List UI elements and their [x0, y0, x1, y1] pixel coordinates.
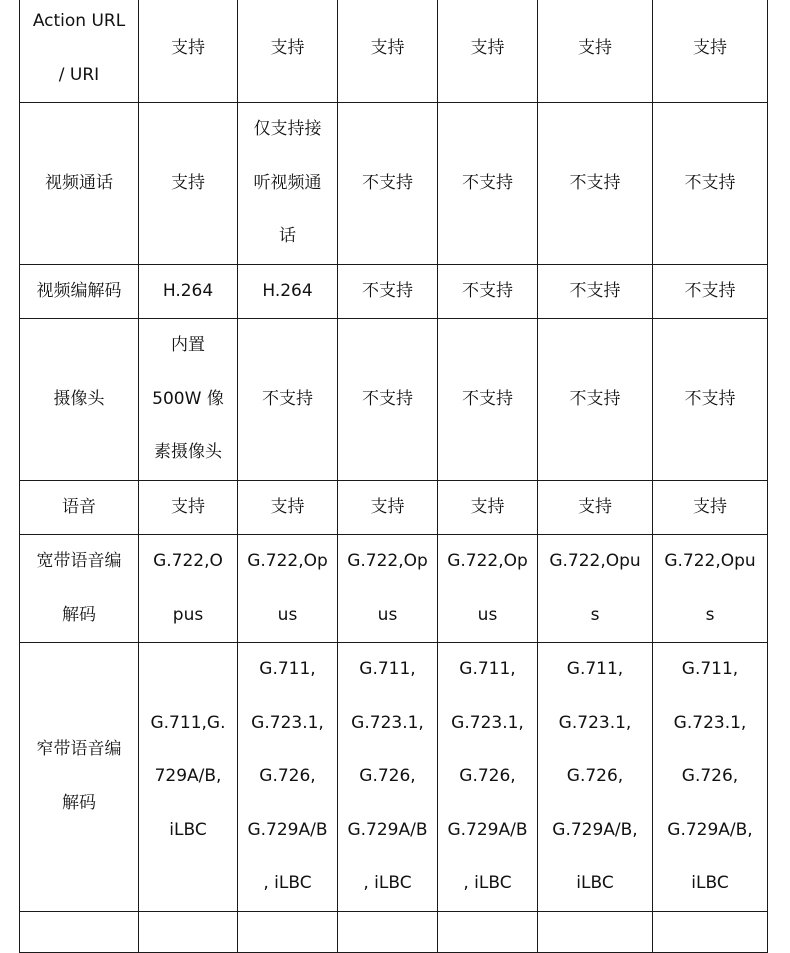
row-label-line: 宽带语音编 [36, 551, 122, 571]
cell-line: 不支持 [569, 388, 621, 409]
table-cell [139, 264, 238, 319]
row-label-line: 摄像头 [53, 388, 105, 409]
table-cell [653, 911, 768, 952]
table-cell [538, 480, 653, 535]
table-cell [653, 103, 768, 265]
cell-line: 729A/B, [154, 766, 222, 786]
table-cell [139, 643, 238, 912]
cell-line: 支持 [470, 496, 505, 517]
table-cell [438, 643, 538, 912]
cell-line: 支持 [370, 37, 405, 58]
cell-line: G.723.1, [451, 712, 524, 733]
cell-line: 不支持 [362, 280, 413, 301]
table-cell [438, 264, 538, 319]
cell-line: 听视频通 [253, 172, 322, 193]
cell-line: G.722,Op [247, 551, 328, 571]
cell-line: 不支持 [262, 388, 313, 409]
table-cell [438, 480, 538, 535]
table-cell [338, 643, 438, 912]
cell-line: G.726, [259, 766, 316, 786]
cell-line: G.711, [566, 659, 624, 679]
cell-line: iLBC [169, 819, 207, 840]
table-row [20, 480, 768, 535]
table-cell [538, 643, 653, 912]
cell-line: , iLBC [263, 873, 312, 893]
cell-line: 不支持 [684, 388, 736, 409]
row-label-line: 语音 [62, 496, 96, 517]
row-label-cell [20, 103, 139, 265]
cell-line: 支持 [370, 496, 405, 517]
table-cell [238, 480, 338, 535]
row-label-line: 解码 [62, 604, 96, 625]
cell-line: G.711, [459, 659, 516, 679]
cell-line: 不支持 [684, 172, 736, 193]
cell-line: G.726, [459, 766, 516, 786]
row-label-line: 视频通话 [45, 172, 113, 193]
table-cell [538, 319, 653, 481]
cell-line: 不支持 [362, 172, 413, 193]
table-cell [538, 911, 653, 952]
table-cell [338, 264, 438, 319]
table-cell [653, 643, 768, 912]
cell-line: 不支持 [362, 388, 413, 409]
row-label-cell [20, 319, 139, 481]
table-cell [438, 911, 538, 952]
table-cell [139, 319, 238, 481]
table-cell [653, 264, 768, 319]
table-row [20, 103, 768, 265]
row-label-line: / URI [58, 64, 100, 85]
table-cell [238, 643, 338, 912]
cell-line: 500W 像 [152, 388, 224, 409]
cell-line: G.711, [359, 659, 416, 679]
cell-line: G.722,Opu [549, 551, 641, 571]
table-cell [139, 911, 238, 952]
cell-line: G.723.1, [251, 712, 324, 733]
cell-line: 话 [279, 226, 296, 246]
table-row [20, 264, 768, 319]
row-label-line: 视频编解码 [36, 280, 122, 301]
row-label-cell [20, 264, 139, 319]
cell-line: 支持 [171, 37, 205, 58]
cell-line: G.729A/B [247, 819, 328, 840]
cell-line: 支持 [693, 37, 727, 58]
table-cell [139, 535, 238, 643]
cell-line: 支持 [470, 37, 505, 58]
cell-line: 不支持 [462, 388, 513, 409]
cell-line: G.726, [359, 766, 416, 786]
cell-line: G.722,Op [347, 551, 428, 571]
table-cell [438, 103, 538, 265]
table-cell [538, 103, 653, 265]
cell-line: 不支持 [684, 280, 736, 301]
cell-line: s [590, 604, 600, 625]
cell-line: G.726, [681, 766, 739, 786]
table-cell [238, 264, 338, 319]
table-cell [238, 0, 338, 103]
table-cell [538, 264, 653, 319]
table-cell [139, 0, 238, 103]
cell-line: G.729A/B [347, 819, 428, 840]
table-cell [238, 319, 338, 481]
table-cell [238, 911, 338, 952]
cell-line: 仅支持接 [253, 119, 322, 139]
cell-line: , iLBC [363, 873, 412, 893]
table-cell [438, 319, 538, 481]
table-cell [338, 319, 438, 481]
cell-line: iLBC [691, 873, 729, 893]
cell-line: pus [172, 604, 204, 625]
spec-comparison-table [19, 0, 768, 953]
cell-line: 支持 [270, 37, 305, 58]
cell-line: G.723.1, [351, 712, 424, 733]
cell-line: 不支持 [569, 280, 621, 301]
cell-line: us [377, 604, 398, 625]
cell-line: 不支持 [569, 172, 621, 193]
table-row [20, 0, 768, 103]
table-cell [653, 535, 768, 643]
cell-line: 不支持 [462, 172, 513, 193]
cell-line: 支持 [171, 496, 205, 517]
row-label-cell [20, 480, 139, 535]
row-label-line: 解码 [62, 792, 96, 813]
table-cell [538, 0, 653, 103]
table-cell [338, 0, 438, 103]
cell-line: us [277, 604, 298, 625]
table-cell [653, 319, 768, 481]
row-label-line: 窄带语音编 [36, 739, 122, 760]
table-cell [338, 911, 438, 952]
table-row [20, 535, 768, 643]
cell-line: G.711,G. [150, 712, 226, 733]
table-cell [20, 911, 139, 952]
cell-line: 不支持 [462, 280, 513, 301]
cell-line: G.726, [566, 766, 624, 786]
cell-line: , iLBC [463, 873, 512, 893]
table-cell [338, 535, 438, 643]
cell-line: 支持 [171, 172, 205, 193]
cell-line: 支持 [578, 496, 612, 517]
table-cell [653, 480, 768, 535]
table-cell [238, 535, 338, 643]
table-cell [438, 0, 538, 103]
cell-line: G.711, [259, 659, 316, 679]
table-row [20, 911, 768, 952]
cell-line: G.711, [681, 659, 739, 679]
cell-line: 支持 [578, 37, 612, 58]
cell-line: 支持 [270, 496, 305, 517]
cell-line: us [477, 604, 498, 625]
row-label-cell [20, 535, 139, 643]
table-cell [538, 535, 653, 643]
table-cell [238, 103, 338, 265]
cell-line: 支持 [693, 496, 727, 517]
cell-line: s [705, 604, 715, 625]
spec-table-body [20, 0, 768, 952]
cell-line: H.264 [262, 280, 313, 301]
cell-line: G.729A/B [447, 819, 528, 840]
table-cell [139, 480, 238, 535]
cell-line: iLBC [576, 873, 614, 893]
table-cell [338, 103, 438, 265]
table-cell [139, 103, 238, 265]
cell-line: 素摄像头 [154, 442, 222, 462]
cell-line: G.722,Opu [664, 551, 756, 571]
row-label-cell [20, 0, 139, 103]
table-cell [438, 535, 538, 643]
table-cell [338, 480, 438, 535]
table-cell [653, 0, 768, 103]
table-row [20, 319, 768, 481]
table-row [20, 643, 768, 912]
cell-line: 内置 [171, 335, 205, 355]
cell-line: H.264 [162, 280, 214, 301]
cell-line: G.729A/B, [552, 819, 638, 840]
row-label-line: Action URL [32, 11, 126, 31]
cell-line: G.722,Op [447, 551, 528, 571]
row-label-cell [20, 643, 139, 912]
cell-line: G.723.1, [558, 712, 632, 733]
cell-line: G.722,O [153, 551, 223, 571]
cell-line: G.729A/B, [667, 819, 753, 840]
cell-line: G.723.1, [673, 712, 747, 733]
